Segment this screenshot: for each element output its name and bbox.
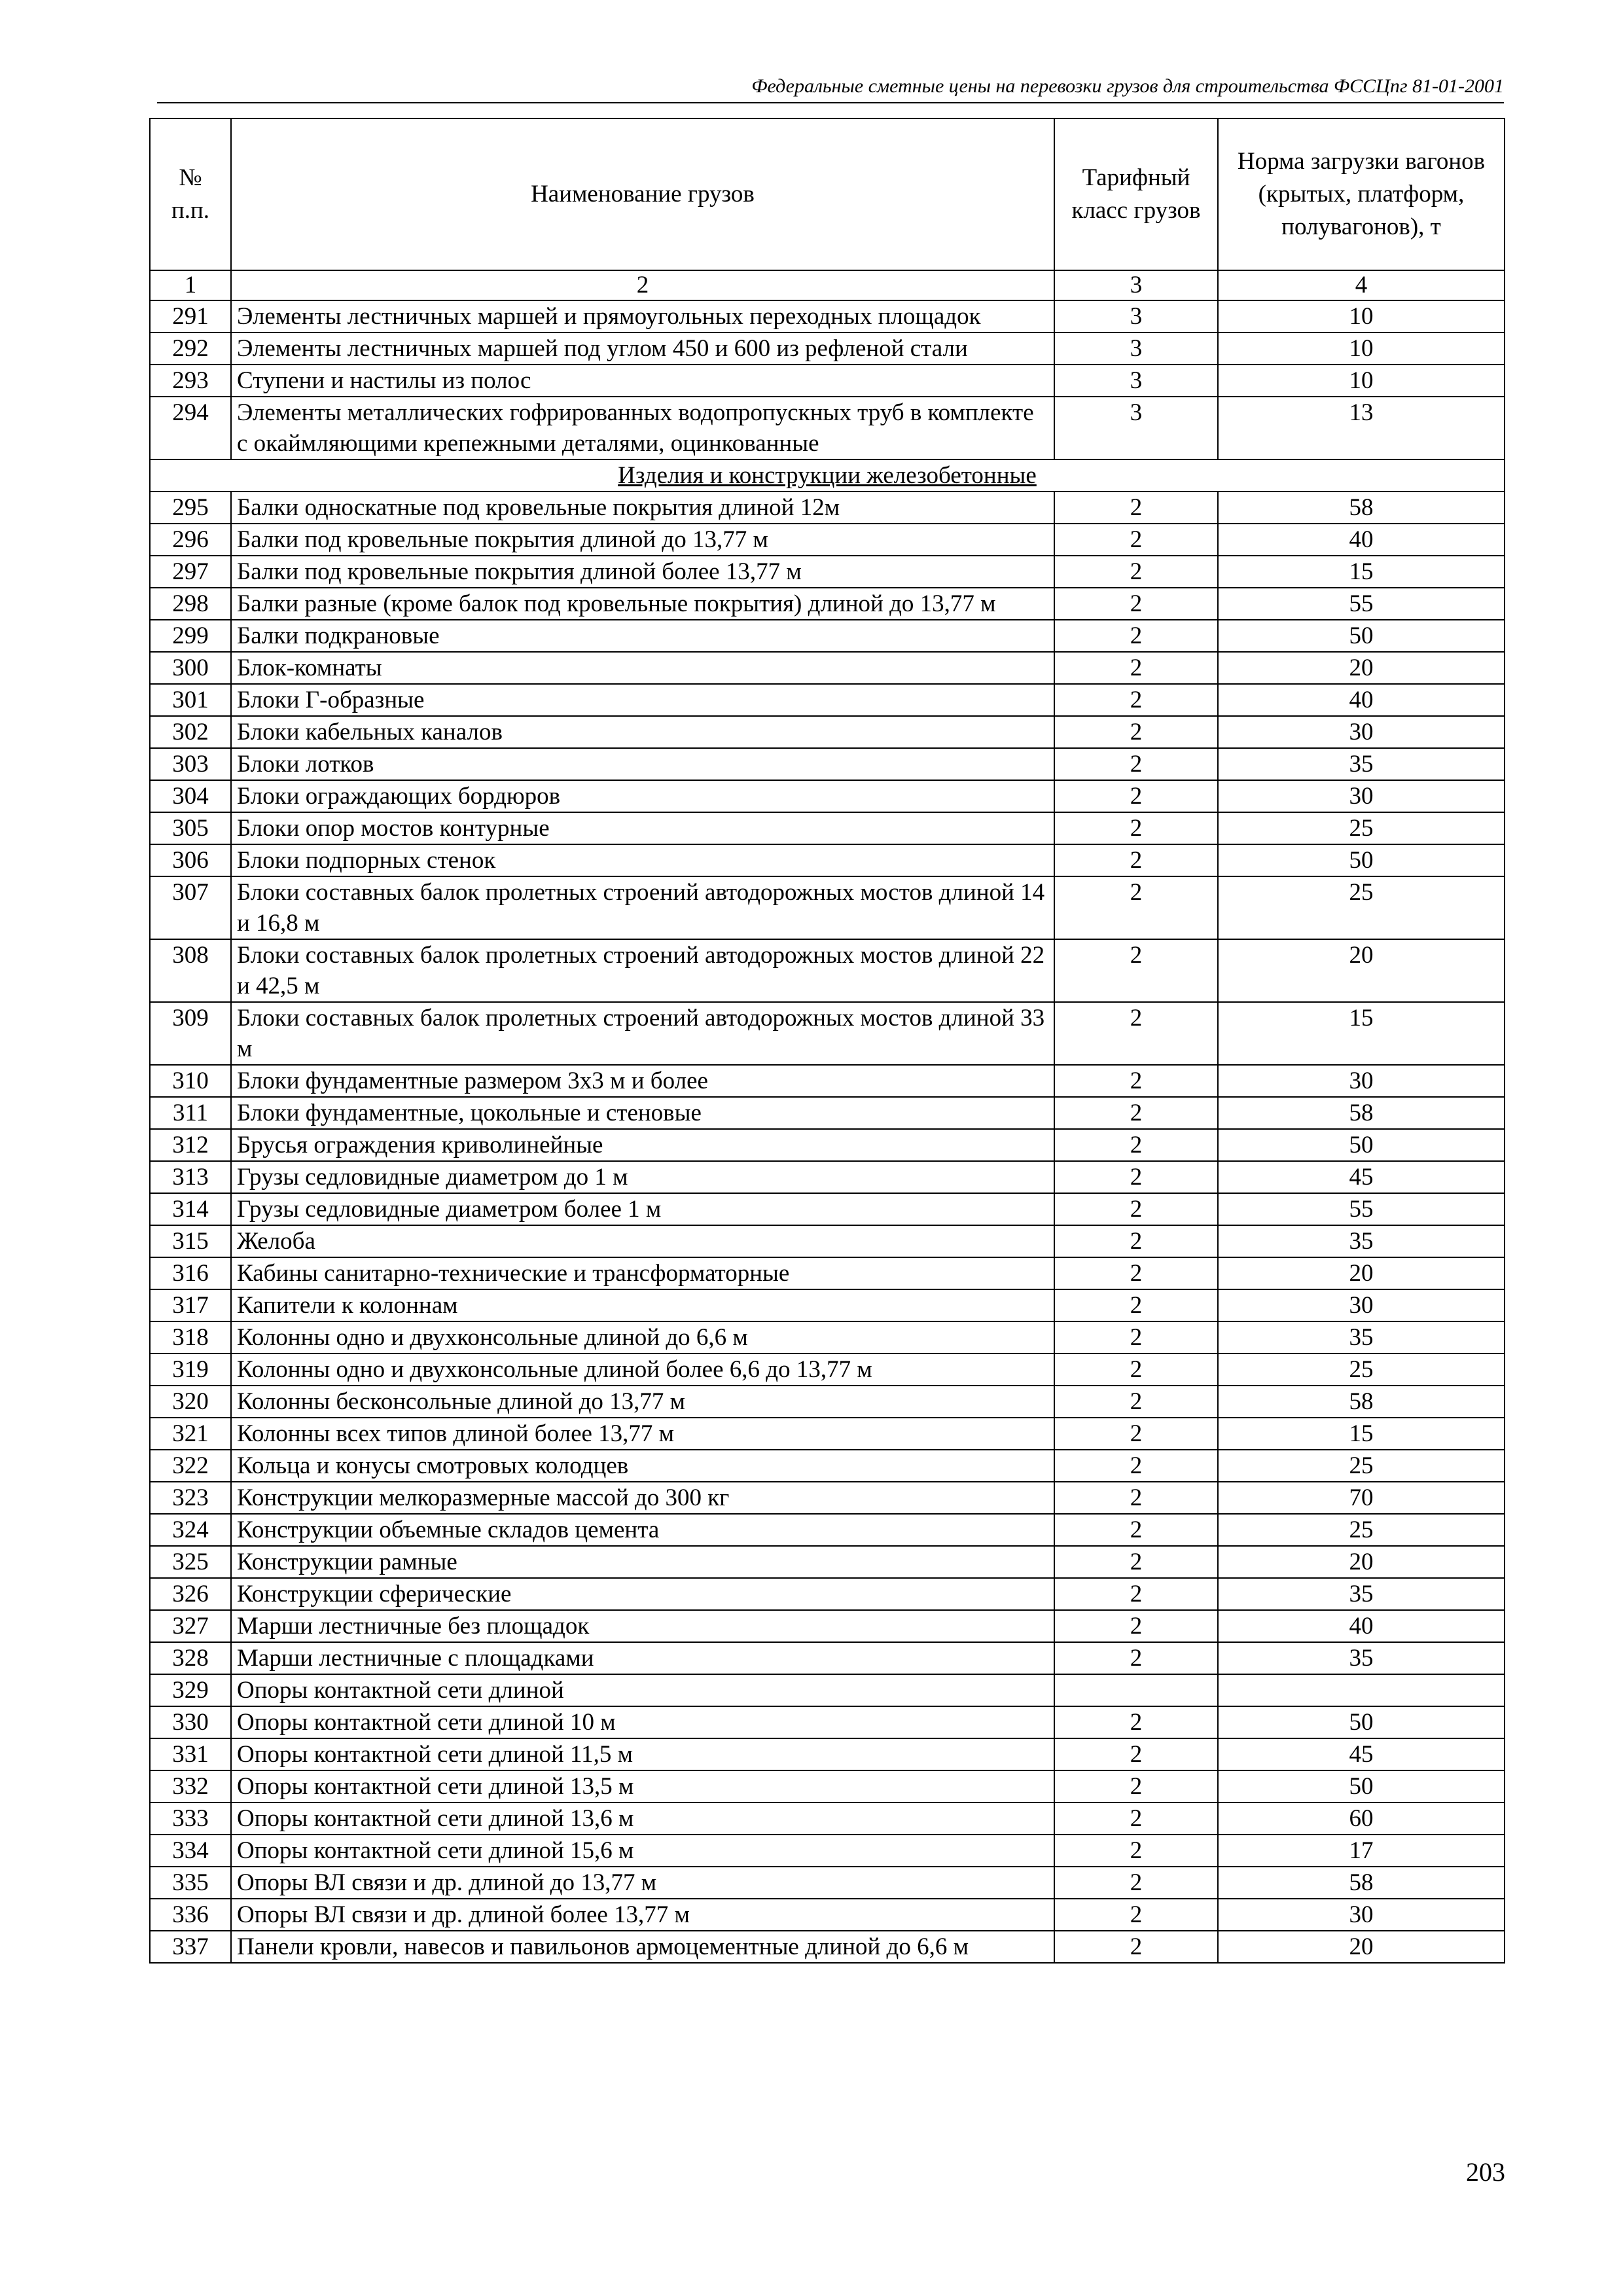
load-norm: 50 [1218, 620, 1505, 652]
row-number: 319 [150, 1354, 231, 1386]
tariff-class: 2 [1054, 1257, 1218, 1289]
row-number: 299 [150, 620, 231, 652]
row-number: 308 [150, 939, 231, 1002]
page-number: 203 [1466, 2157, 1505, 2187]
cargo-name: Конструкции объемные складов цемента [231, 1514, 1054, 1546]
load-norm: 20 [1218, 1546, 1505, 1578]
cargo-name: Опоры контактной сети длиной 10 м [231, 1706, 1054, 1738]
tariff-class: 2 [1054, 1225, 1218, 1257]
section-row [150, 459, 1505, 492]
load-norm: 13 [1218, 397, 1505, 459]
table-row [150, 748, 1505, 780]
row-number: 318 [150, 1321, 231, 1354]
section-heading: Изделия и конструкции железобетонные [150, 459, 1505, 492]
tariff-class: 2 [1054, 1418, 1218, 1450]
table-row [150, 1161, 1505, 1193]
row-number: 303 [150, 748, 231, 780]
cargo-name: Колонны одно и двухконсольные длиной более 6,6 до 13,77 м [231, 1354, 1054, 1386]
cargo-name: Кольца и конусы смотровых колодцев [231, 1450, 1054, 1482]
row-number: 330 [150, 1706, 231, 1738]
load-norm: 15 [1218, 556, 1505, 588]
table-row [150, 1097, 1505, 1129]
tariff-class: 2 [1054, 1354, 1218, 1386]
cargo-name: Блоки ограждающих бордюров [231, 780, 1054, 812]
row-number: 295 [150, 492, 231, 524]
row-number: 335 [150, 1867, 231, 1899]
table-row [150, 1899, 1505, 1931]
load-norm: 35 [1218, 1642, 1505, 1674]
header-number: № п.п. [150, 118, 231, 270]
tariff-class: 2 [1054, 1578, 1218, 1610]
row-number: 332 [150, 1770, 231, 1803]
table-row [150, 876, 1505, 939]
table-row [150, 1002, 1505, 1065]
row-number: 292 [150, 332, 231, 365]
row-number: 320 [150, 1386, 231, 1418]
table-row [150, 1546, 1505, 1578]
cargo-name: Кабины санитарно-технические и трансформаторные [231, 1257, 1054, 1289]
tariff-class: 2 [1054, 492, 1218, 524]
tariff-class: 2 [1054, 1610, 1218, 1642]
column-number: 3 [1054, 270, 1218, 300]
load-norm: 30 [1218, 716, 1505, 748]
row-number: 293 [150, 365, 231, 397]
cargo-name: Блоки составных балок пролетных строений автодорожных мостов длиной 14 и 16,8 м [231, 876, 1054, 939]
tariff-class: 2 [1054, 1482, 1218, 1514]
row-number: 314 [150, 1193, 231, 1225]
load-norm: 45 [1218, 1161, 1505, 1193]
row-number: 310 [150, 1065, 231, 1097]
tariff-class: 3 [1054, 397, 1218, 459]
cargo-name: Колонны бесконсольные длиной до 13,77 м [231, 1386, 1054, 1418]
table-row [150, 684, 1505, 716]
column-number: 4 [1218, 270, 1505, 300]
tariff-class: 2 [1054, 1899, 1218, 1931]
table-row [150, 1931, 1505, 1963]
load-norm: 30 [1218, 780, 1505, 812]
row-number: 305 [150, 812, 231, 844]
load-norm: 30 [1218, 1065, 1505, 1097]
row-number: 337 [150, 1931, 231, 1963]
cargo-name: Элементы лестничных маршей и прямоугольных переходных площадок [231, 300, 1054, 332]
load-norm: 45 [1218, 1738, 1505, 1770]
tariff-class: 2 [1054, 1642, 1218, 1674]
table-row [150, 1803, 1505, 1835]
table-row [150, 780, 1505, 812]
row-number: 322 [150, 1450, 231, 1482]
cargo-name: Брусья ограждения криволинейные [231, 1129, 1054, 1161]
cargo-name: Блоки составных балок пролетных строений автодорожных мостов длиной 33 м [231, 1002, 1054, 1065]
cargo-name: Блоки Г-образные [231, 684, 1054, 716]
load-norm: 58 [1218, 1867, 1505, 1899]
cargo-name: Конструкции мелкоразмерные массой до 300 кг [231, 1482, 1054, 1514]
tariff-class: 2 [1054, 1289, 1218, 1321]
table-header [150, 118, 1505, 270]
row-number: 325 [150, 1546, 231, 1578]
tariff-class: 2 [1054, 1002, 1218, 1065]
cargo-name: Балки подкрановые [231, 620, 1054, 652]
tariff-class: 2 [1054, 588, 1218, 620]
load-norm: 30 [1218, 1899, 1505, 1931]
cargo-name: Капители к колоннам [231, 1289, 1054, 1321]
load-norm: 35 [1218, 1578, 1505, 1610]
column-number: 1 [150, 270, 231, 300]
cargo-name: Марши лестничные без площадок [231, 1610, 1054, 1642]
cargo-name: Колонны всех типов длиной более 13,77 м [231, 1418, 1054, 1450]
header-tariff-class: Тарифный класс грузов [1054, 118, 1218, 270]
running-header: Федеральные сметные цены на перевозки грузов для строительства ФССЦпг 81-01-2001 [751, 75, 1504, 97]
table-row [150, 492, 1505, 524]
tariff-class: 2 [1054, 1193, 1218, 1225]
table-row [150, 1770, 1505, 1803]
row-number: 317 [150, 1289, 231, 1321]
load-norm: 15 [1218, 1002, 1505, 1065]
tariff-class: 2 [1054, 684, 1218, 716]
row-number: 301 [150, 684, 231, 716]
row-number: 316 [150, 1257, 231, 1289]
table-row [150, 812, 1505, 844]
table-row [150, 1225, 1505, 1257]
cargo-table [149, 118, 1505, 1964]
tariff-class: 2 [1054, 716, 1218, 748]
tariff-class: 3 [1054, 300, 1218, 332]
cargo-name: Блоки составных балок пролетных строений автодорожных мостов длиной 22 и 42,5 м [231, 939, 1054, 1002]
column-number: 2 [231, 270, 1054, 300]
tariff-class: 2 [1054, 1867, 1218, 1899]
cargo-name: Опоры контактной сети длиной 15,6 м [231, 1835, 1054, 1867]
row-number: 306 [150, 844, 231, 876]
table-body [150, 270, 1505, 1963]
tariff-class: 2 [1054, 652, 1218, 684]
tariff-class: 2 [1054, 748, 1218, 780]
load-norm: 40 [1218, 1610, 1505, 1642]
load-norm: 25 [1218, 1354, 1505, 1386]
row-number: 323 [150, 1482, 231, 1514]
table-row [150, 1386, 1505, 1418]
tariff-class: 2 [1054, 780, 1218, 812]
cargo-name: Грузы седловидные диаметром до 1 м [231, 1161, 1054, 1193]
tariff-class: 2 [1054, 1546, 1218, 1578]
row-number: 302 [150, 716, 231, 748]
cargo-name: Элементы металлических гофрированных водопропускных труб в комплекте с окаймляющими крепежными деталями, оцинкованные [231, 397, 1054, 459]
load-norm: 50 [1218, 1770, 1505, 1803]
row-number: 315 [150, 1225, 231, 1257]
load-norm: 25 [1218, 1450, 1505, 1482]
tariff-class: 2 [1054, 1931, 1218, 1963]
tariff-class: 2 [1054, 1097, 1218, 1129]
cargo-name: Опоры контактной сети длиной [231, 1674, 1054, 1706]
tariff-class: 3 [1054, 365, 1218, 397]
load-norm: 17 [1218, 1835, 1505, 1867]
load-norm: 25 [1218, 876, 1505, 939]
cargo-name: Конструкции сферические [231, 1578, 1054, 1610]
load-norm: 20 [1218, 652, 1505, 684]
row-number: 336 [150, 1899, 231, 1931]
load-norm: 55 [1218, 1193, 1505, 1225]
table-row [150, 844, 1505, 876]
table-row [150, 1674, 1505, 1706]
cargo-name: Блоки фундаментные, цокольные и стеновые [231, 1097, 1054, 1129]
header-cargo-name: Наименование грузов [231, 118, 1054, 270]
table-row [150, 524, 1505, 556]
row-number: 307 [150, 876, 231, 939]
tariff-class: 2 [1054, 1738, 1218, 1770]
table-row [150, 939, 1505, 1002]
cargo-name: Блоки кабельных каналов [231, 716, 1054, 748]
table-row [150, 1482, 1505, 1514]
row-number: 326 [150, 1578, 231, 1610]
tariff-class [1054, 1674, 1218, 1706]
load-norm: 30 [1218, 1289, 1505, 1321]
tariff-class: 2 [1054, 1706, 1218, 1738]
table-row [150, 1354, 1505, 1386]
table-row [150, 1706, 1505, 1738]
cargo-name: Конструкции рамные [231, 1546, 1054, 1578]
table-row [150, 556, 1505, 588]
cargo-name: Балки односкатные под кровельные покрытия длиной 12м [231, 492, 1054, 524]
row-number: 328 [150, 1642, 231, 1674]
load-norm: 15 [1218, 1418, 1505, 1450]
load-norm: 55 [1218, 588, 1505, 620]
row-number: 321 [150, 1418, 231, 1450]
load-norm: 25 [1218, 812, 1505, 844]
table-row [150, 1257, 1505, 1289]
table-row [150, 1835, 1505, 1867]
tariff-class: 2 [1054, 876, 1218, 939]
load-norm: 35 [1218, 1321, 1505, 1354]
column-number-row [150, 270, 1505, 300]
table-row [150, 397, 1505, 459]
cargo-name: Ступени и настилы из полос [231, 365, 1054, 397]
cargo-name: Желоба [231, 1225, 1054, 1257]
header-load-norm: Норма загрузки вагонов (крытых, платформ, полувагонов), т [1218, 118, 1505, 270]
cargo-name: Грузы седловидные диаметром более 1 м [231, 1193, 1054, 1225]
row-number: 329 [150, 1674, 231, 1706]
tariff-class: 2 [1054, 844, 1218, 876]
cargo-name: Блоки подпорных стенок [231, 844, 1054, 876]
row-number: 331 [150, 1738, 231, 1770]
table-row [150, 1321, 1505, 1354]
load-norm: 50 [1218, 1129, 1505, 1161]
cargo-name: Марши лестничные с площадками [231, 1642, 1054, 1674]
row-number: 298 [150, 588, 231, 620]
cargo-name: Элементы лестничных маршей под углом 450 и 600 из рефленой стали [231, 332, 1054, 365]
table-row [150, 1129, 1505, 1161]
table-row [150, 1514, 1505, 1546]
cargo-name: Опоры ВЛ связи и др. длиной до 13,77 м [231, 1867, 1054, 1899]
load-norm: 20 [1218, 1257, 1505, 1289]
row-number: 304 [150, 780, 231, 812]
cargo-name: Балки под кровельные покрытия длиной более 13,77 м [231, 556, 1054, 588]
tariff-class: 2 [1054, 1450, 1218, 1482]
table-row [150, 652, 1505, 684]
header-rule [157, 102, 1504, 103]
row-number: 334 [150, 1835, 231, 1867]
table-row [150, 716, 1505, 748]
load-norm: 50 [1218, 844, 1505, 876]
tariff-class: 2 [1054, 1770, 1218, 1803]
row-number: 312 [150, 1129, 231, 1161]
cargo-name: Опоры контактной сети длиной 13,6 м [231, 1803, 1054, 1835]
row-number: 309 [150, 1002, 231, 1065]
table-row [150, 365, 1505, 397]
row-number: 291 [150, 300, 231, 332]
table-row [150, 1867, 1505, 1899]
tariff-class: 2 [1054, 620, 1218, 652]
row-number: 327 [150, 1610, 231, 1642]
tariff-class: 2 [1054, 1386, 1218, 1418]
table-row [150, 588, 1505, 620]
cargo-name: Колонны одно и двухконсольные длиной до 6,6 м [231, 1321, 1054, 1354]
table-row [150, 332, 1505, 365]
load-norm [1218, 1674, 1505, 1706]
row-number: 324 [150, 1514, 231, 1546]
row-number: 296 [150, 524, 231, 556]
tariff-class: 2 [1054, 1065, 1218, 1097]
load-norm: 58 [1218, 492, 1505, 524]
tariff-class: 2 [1054, 556, 1218, 588]
table-row [150, 1193, 1505, 1225]
tariff-class: 2 [1054, 1129, 1218, 1161]
load-norm: 70 [1218, 1482, 1505, 1514]
load-norm: 50 [1218, 1706, 1505, 1738]
table-row [150, 300, 1505, 332]
load-norm: 60 [1218, 1803, 1505, 1835]
table-row [150, 1065, 1505, 1097]
load-norm: 40 [1218, 684, 1505, 716]
row-number: 311 [150, 1097, 231, 1129]
table-row [150, 1642, 1505, 1674]
load-norm: 35 [1218, 748, 1505, 780]
tariff-class: 2 [1054, 1803, 1218, 1835]
table-row [150, 1450, 1505, 1482]
tariff-class: 2 [1054, 524, 1218, 556]
cargo-name: Опоры контактной сети длиной 13,5 м [231, 1770, 1054, 1803]
load-norm: 25 [1218, 1514, 1505, 1546]
load-norm: 20 [1218, 1931, 1505, 1963]
row-number: 333 [150, 1803, 231, 1835]
cargo-name: Опоры контактной сети длиной 11,5 м [231, 1738, 1054, 1770]
table-row [150, 1610, 1505, 1642]
row-number: 294 [150, 397, 231, 459]
cargo-name: Панели кровли, навесов и павильонов армоцементные длиной до 6,6 м [231, 1931, 1054, 1963]
tariff-class: 2 [1054, 939, 1218, 1002]
tariff-class: 2 [1054, 1321, 1218, 1354]
load-norm: 10 [1218, 300, 1505, 332]
table-row [150, 1578, 1505, 1610]
cargo-name: Опоры ВЛ связи и др. длиной более 13,77 м [231, 1899, 1054, 1931]
table-row [150, 1418, 1505, 1450]
cargo-name: Балки разные (кроме балок под кровельные покрытия) длиной до 13,77 м [231, 588, 1054, 620]
load-norm: 40 [1218, 524, 1505, 556]
tariff-class: 2 [1054, 1835, 1218, 1867]
load-norm: 58 [1218, 1097, 1505, 1129]
cargo-name: Блоки лотков [231, 748, 1054, 780]
load-norm: 58 [1218, 1386, 1505, 1418]
tariff-class: 2 [1054, 1161, 1218, 1193]
table-row [150, 1738, 1505, 1770]
row-number: 297 [150, 556, 231, 588]
tariff-class: 2 [1054, 1514, 1218, 1546]
load-norm: 20 [1218, 939, 1505, 1002]
table-row [150, 1289, 1505, 1321]
cargo-name: Блок-комнаты [231, 652, 1054, 684]
load-norm: 10 [1218, 332, 1505, 365]
row-number: 313 [150, 1161, 231, 1193]
row-number: 300 [150, 652, 231, 684]
cargo-name: Блоки фундаментные размером 3х3 м и более [231, 1065, 1054, 1097]
load-norm: 35 [1218, 1225, 1505, 1257]
tariff-class: 2 [1054, 812, 1218, 844]
cargo-name: Блоки опор мостов контурные [231, 812, 1054, 844]
cargo-name: Балки под кровельные покрытия длиной до 13,77 м [231, 524, 1054, 556]
load-norm: 10 [1218, 365, 1505, 397]
tariff-class: 3 [1054, 332, 1218, 365]
table-row [150, 620, 1505, 652]
